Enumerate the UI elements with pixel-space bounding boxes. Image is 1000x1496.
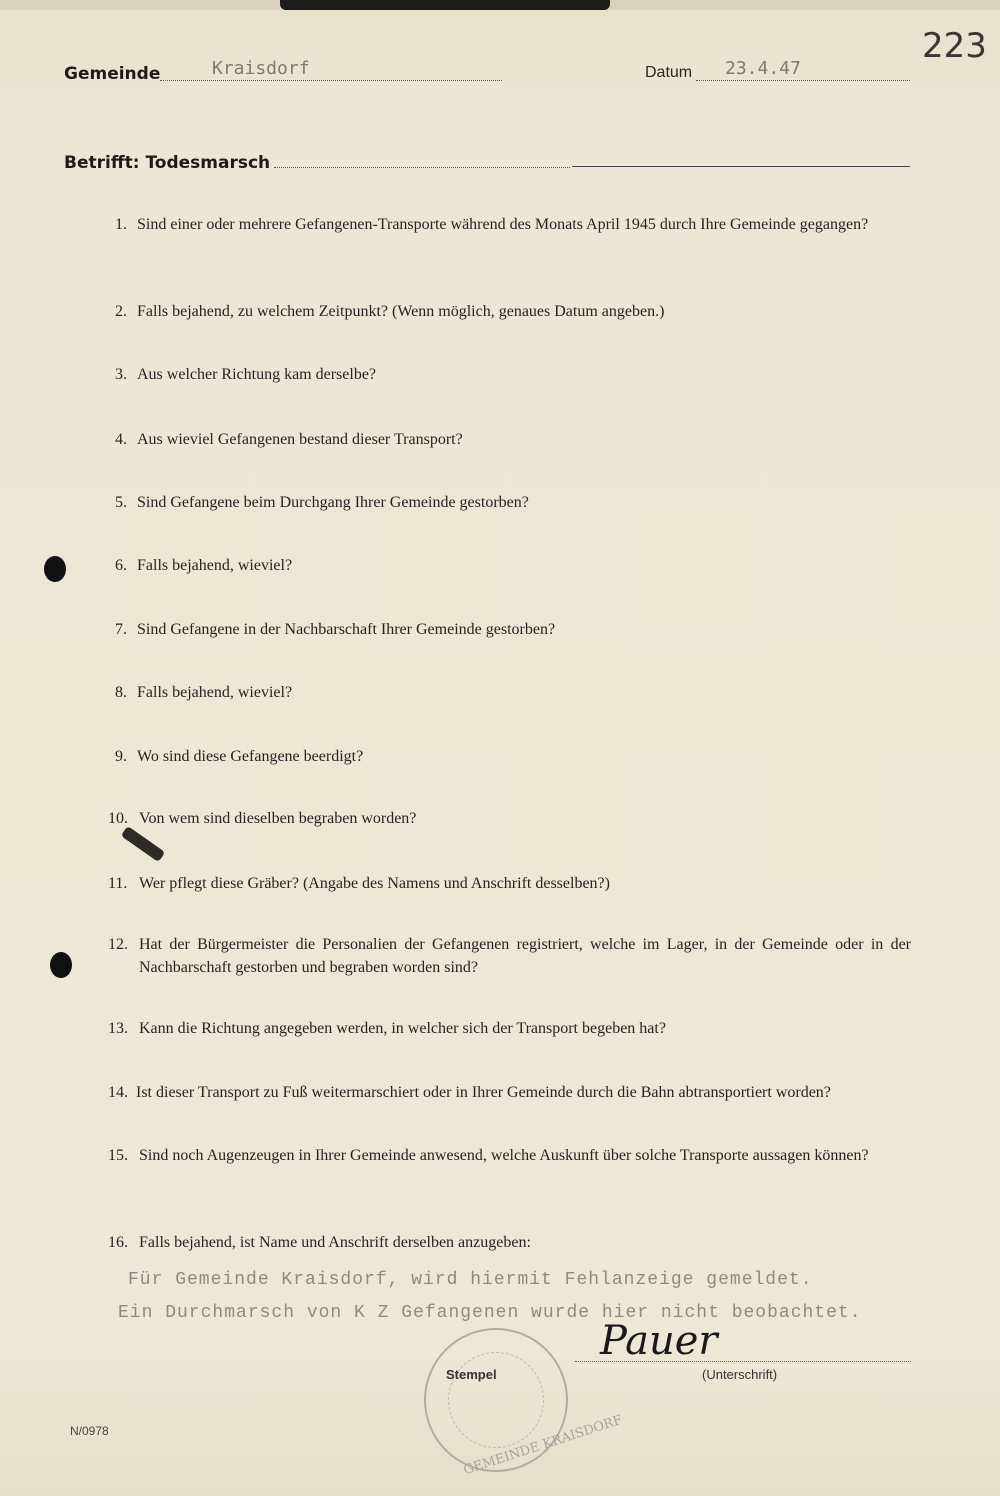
question-text: Falls bejahend, wieviel? (137, 684, 293, 701)
question-number: 4. (115, 431, 127, 448)
question-number: 16. (108, 1234, 128, 1251)
question-text: Sind einer oder mehrere Gefangenen-Transporte während des Monats April 1945 durch Ihre Gemeinde gegangen? (137, 216, 869, 233)
gemeinde-line (160, 80, 502, 81)
stempel-label: Stempel (446, 1367, 497, 1382)
page-number: 223 (922, 26, 987, 66)
question-text: Sind Gefangene beim Durchgang Ihrer Gemeinde gestorben? (137, 494, 529, 511)
question-number: 7. (115, 621, 127, 638)
gemeinde-value: Kraisdorf (212, 58, 310, 79)
unterschrift-label: (Unterschrift) (702, 1367, 778, 1382)
question-text: Falls bejahend, zu welchem Zeitpunkt? (Wenn möglich, genaues Datum angeben.) (137, 303, 665, 320)
question-text: Wo sind diese Gefangene beerdigt? (137, 748, 364, 765)
question-number: 15. (108, 1147, 128, 1164)
question-text: Sind noch Augenzeugen in Ihrer Gemeinde anwesend, welche Auskunft über solche Transporte aussagen können? (139, 1147, 869, 1164)
datum-value: 23.4.47 (725, 58, 801, 79)
question-text: Sind Gefangene in der Nachbarschaft Ihrer Gemeinde gestorben? (137, 621, 556, 638)
question-number: 9. (115, 748, 127, 765)
question-number: 6. (115, 557, 127, 574)
question-text: Von wem sind dieselben begraben worden? (139, 810, 417, 827)
question-number: 2. (115, 303, 127, 320)
question-number: 12. (108, 936, 128, 953)
question-text: Aus welcher Richtung kam derselbe? (137, 366, 377, 383)
datum-line (696, 80, 910, 81)
question-number: 5. (115, 494, 127, 511)
question-number: 13. (108, 1020, 128, 1037)
question-text: Wer pflegt diese Gräber? (Angabe des Namens und Anschrift desselben?) (139, 875, 610, 892)
question-number: 14. (108, 1084, 128, 1101)
question-text: Aus wieviel Gefangenen bestand dieser Transport? (137, 431, 463, 448)
betrifft-line (572, 166, 910, 167)
punch-hole-top (44, 556, 66, 582)
ink-mark (121, 826, 166, 862)
betrifft-dotline (274, 167, 570, 168)
punch-hole-bottom (50, 952, 72, 978)
signature-line (575, 1361, 911, 1362)
form-code: N/0978 (70, 1424, 109, 1438)
betrifft-label: Betrifft: Todesmarsch (64, 153, 271, 173)
question-text: Ist dieser Transport zu Fuß weitermarschiert oder in Ihrer Gemeinde durch die Bahn abtransportiert worden? (136, 1084, 831, 1101)
question-number: 11. (108, 875, 128, 892)
binding-clip (280, 0, 610, 10)
question-number: 3. (115, 366, 127, 383)
question-text: Kann die Richtung angegeben werden, in welcher sich der Transport begeben hat? (139, 1020, 666, 1037)
question-text: Falls bejahend, wieviel? (137, 557, 293, 574)
gemeinde-label: Gemeinde (64, 64, 161, 84)
datum-label: Datum (645, 64, 693, 81)
question-text: Hat der Bürgermeister die Personalien der Gefangenen registriert, welche im Lager, in der Gemeinde oder in der Nachbarschaft gestorben und begraben worden sind? (139, 936, 911, 976)
question-text: Falls bejahend, ist Name und Anschrift derselben anzugeben: (139, 1234, 531, 1251)
question-number: 8. (115, 684, 127, 701)
typed-answer-line-2: Ein Durchmarsch von K Z Gefangenen wurde hier nicht beobachtet. (118, 1303, 862, 1323)
typed-answer-line-1: Für Gemeinde Kraisdorf, wird hiermit Fehlanzeige gemeldet. (128, 1270, 813, 1290)
question-number: 1. (115, 216, 127, 233)
question-number: 10. (108, 810, 128, 827)
signature: Pauer (600, 1318, 718, 1364)
stamp-text: GEMEINDE KRAISDORF (461, 1412, 625, 1479)
